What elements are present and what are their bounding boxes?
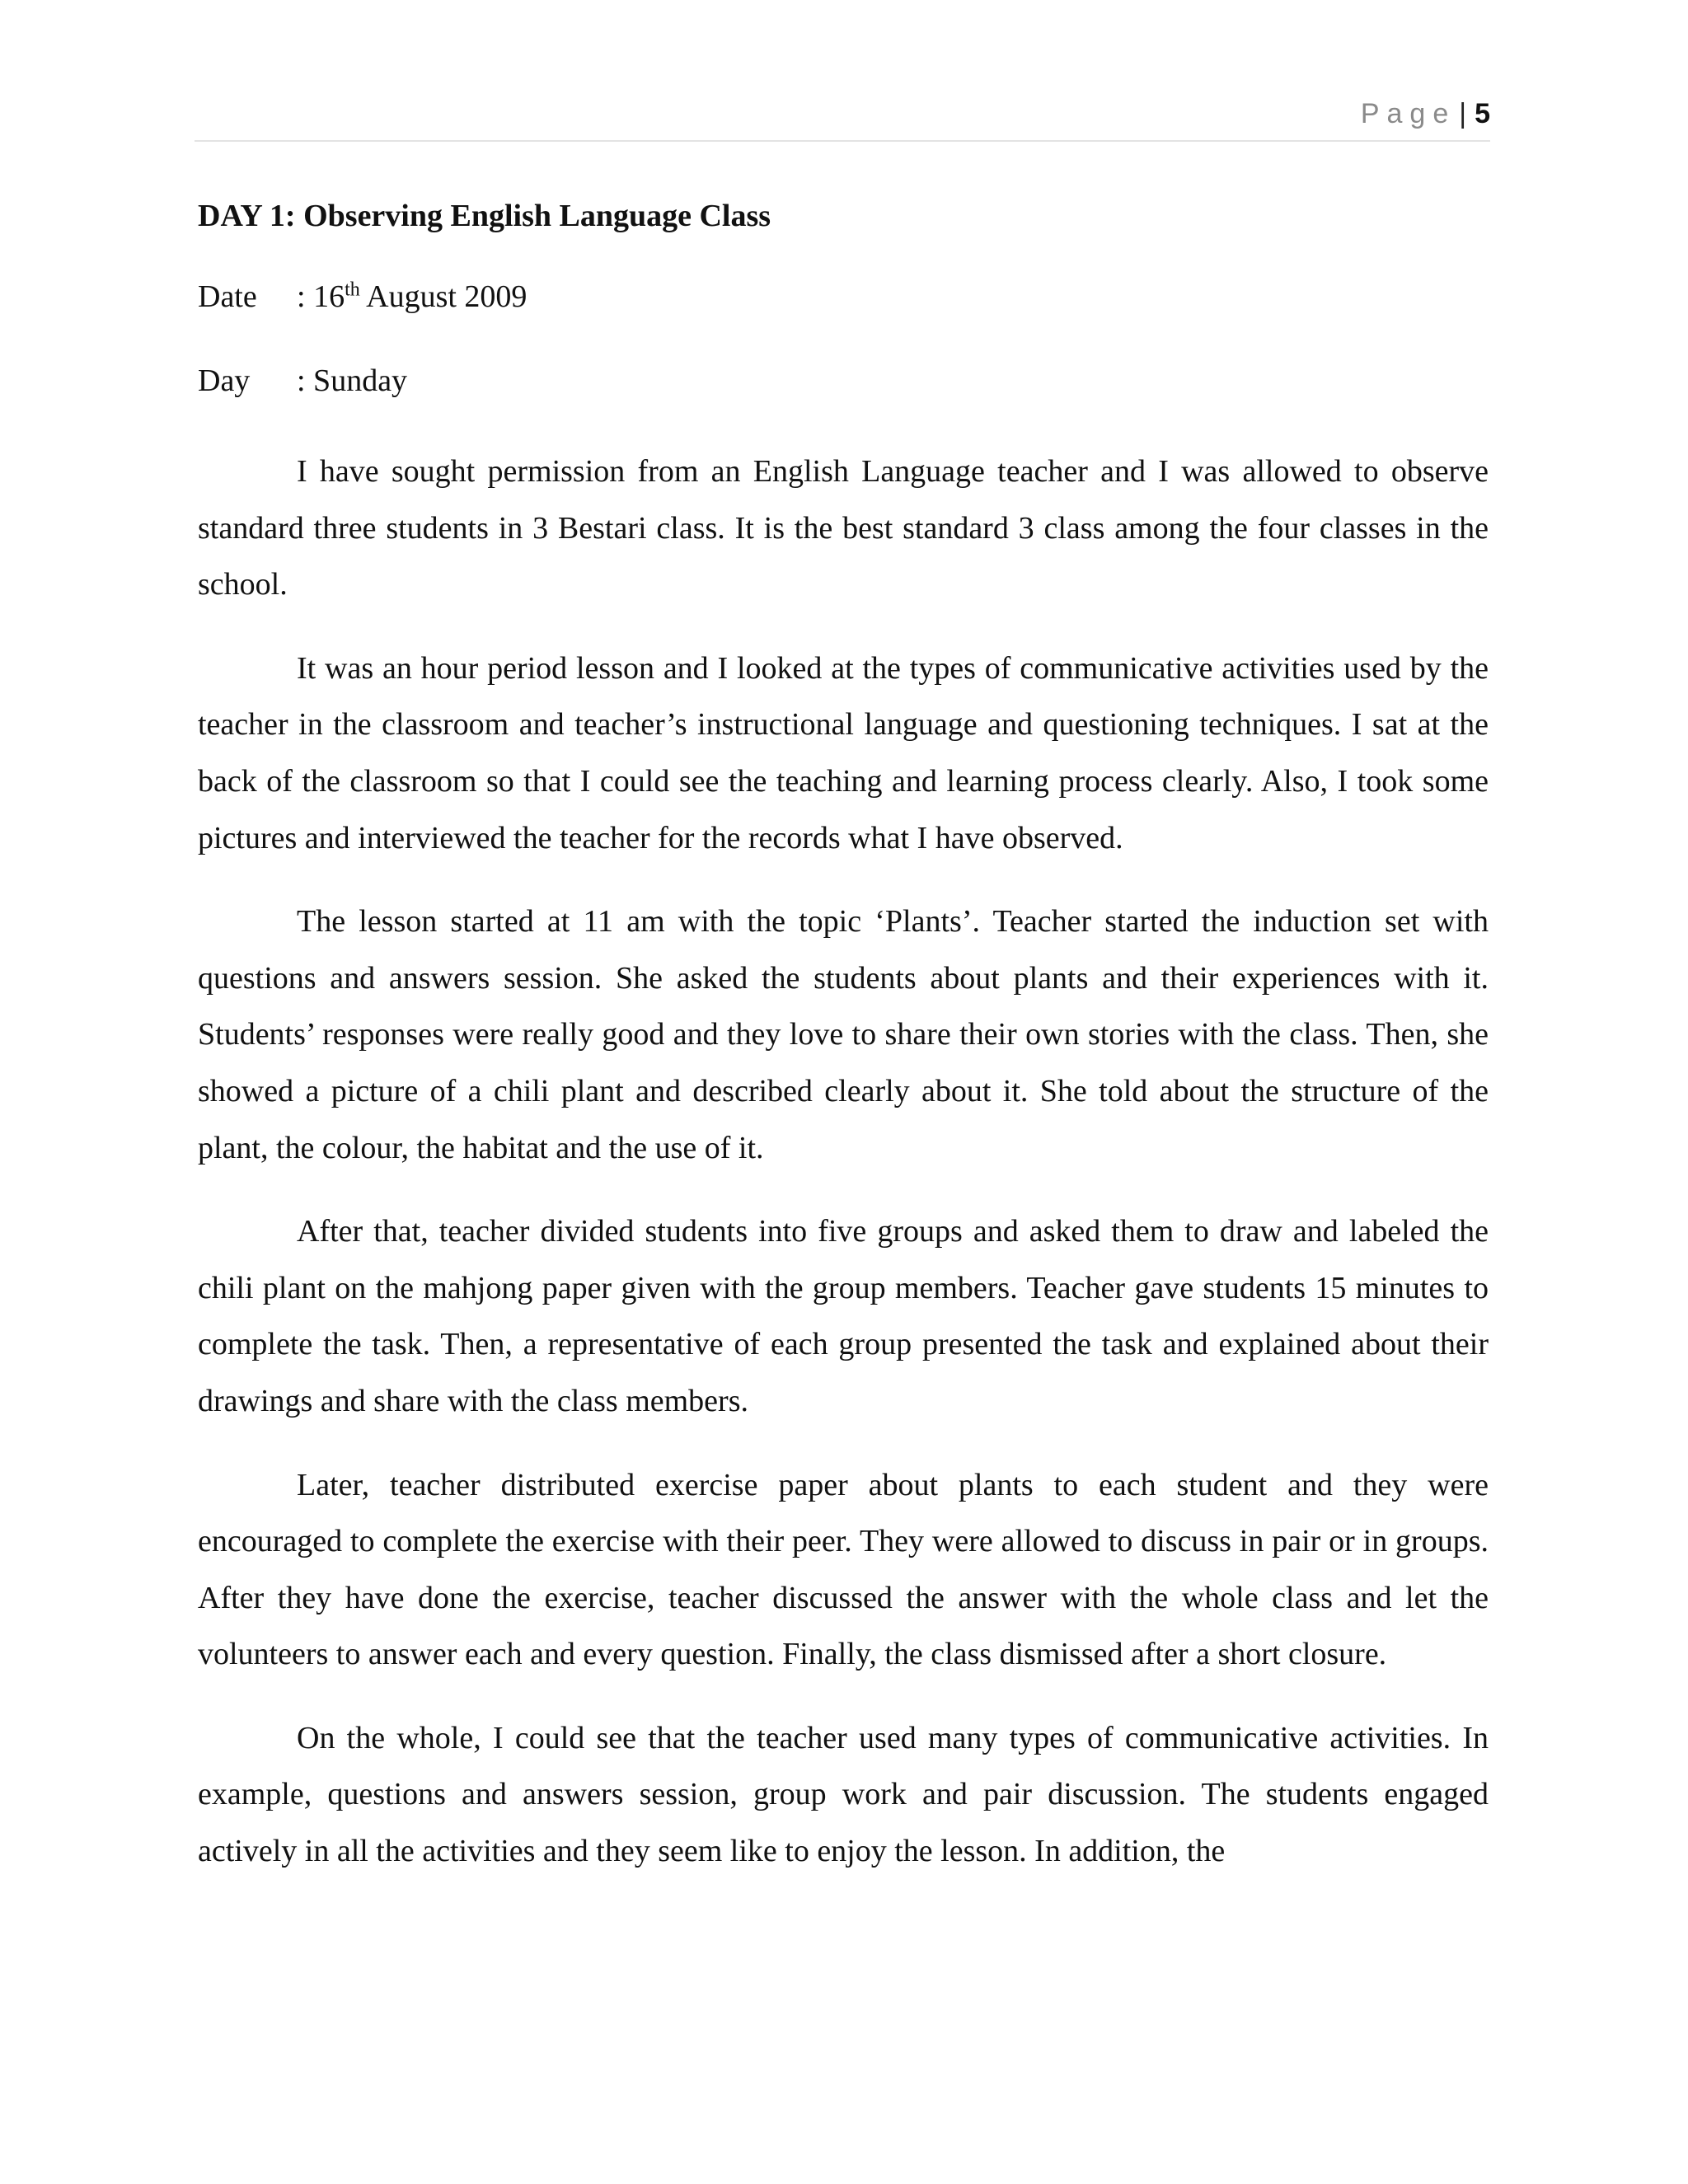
date-colon: : <box>297 279 314 314</box>
date-ordinal: th <box>345 279 360 301</box>
page-number-label <box>1361 97 1490 130</box>
day-label: Day <box>198 363 251 398</box>
paragraph-lesson-start: The lesson started at 11 am with the topic ‘Plants’. Teacher started the induction set with questions and answers session. She asked the students about plants and their experiences with it. Students’ responses were really good and they love to share their own stories with the class. Then, she showed a picture of a chili plant and described clearly about it. She told about the structure of the plant, the colour, the habitat and the use of it. <box>198 904 1489 1165</box>
paragraph-exercise: Later, teacher distributed exercise paper about plants to each student and they were encouraged to complete the exercise with their peer. They were allowed to discuss in pair or in groups. After they have done the exercise, teacher discussed the answer with the whole class and let the volunteers to answer each and every question. Finally, the class dismissed after a short closure. <box>198 1467 1489 1672</box>
date-row <box>198 275 1489 318</box>
page-number: 5 <box>1475 98 1490 129</box>
date-value <box>297 275 527 318</box>
page-header <box>195 97 1490 142</box>
paragraph-group-activity: After that, teacher divided students into five groups and asked them to draw and labeled the chili plant on the mahjong paper given with the group members. Teacher gave students 15 minutes to complete the task. Then, a representative of each group presented the task and explained about their drawings and share with the class members. <box>198 1214 1489 1418</box>
paragraph-summary: On the whole, I could see that the teacher used many types of communicative activities. In example, questions and answers session, group work and pair discussion. The students engaged actively in all the activities and they seem like to enjoy the lesson. In addition, the <box>198 1720 1489 1869</box>
document-body <box>198 194 1489 1907</box>
document-title: DAY 1: Observing English Language Class <box>198 199 771 233</box>
paragraph-lesson-observation: It was an hour period lesson and I looked at the types of communicative activities used by the teacher in the classroom and teacher’s instructional language and questioning techniques. I sat at the back of the classroom so that I could see the teaching and learning process clearly. Also, I took some pictures and interviewed the teacher for the records what I have observed. <box>198 650 1489 855</box>
date-month-year: August 2009 <box>359 279 528 314</box>
paragraph-permission: I have sought permission from an English Language teacher and I was allowed to observe standard three students in 3 Bestari class. It is the best standard 3 class among the four classes in the school. <box>198 454 1489 602</box>
day-row <box>198 359 1489 402</box>
date-day-number: 16 <box>313 279 345 314</box>
page-separator: | <box>1459 98 1467 129</box>
day-value: : Sunday <box>297 363 408 398</box>
page-word: Page <box>1360 98 1456 129</box>
date-label: Date <box>198 279 257 314</box>
